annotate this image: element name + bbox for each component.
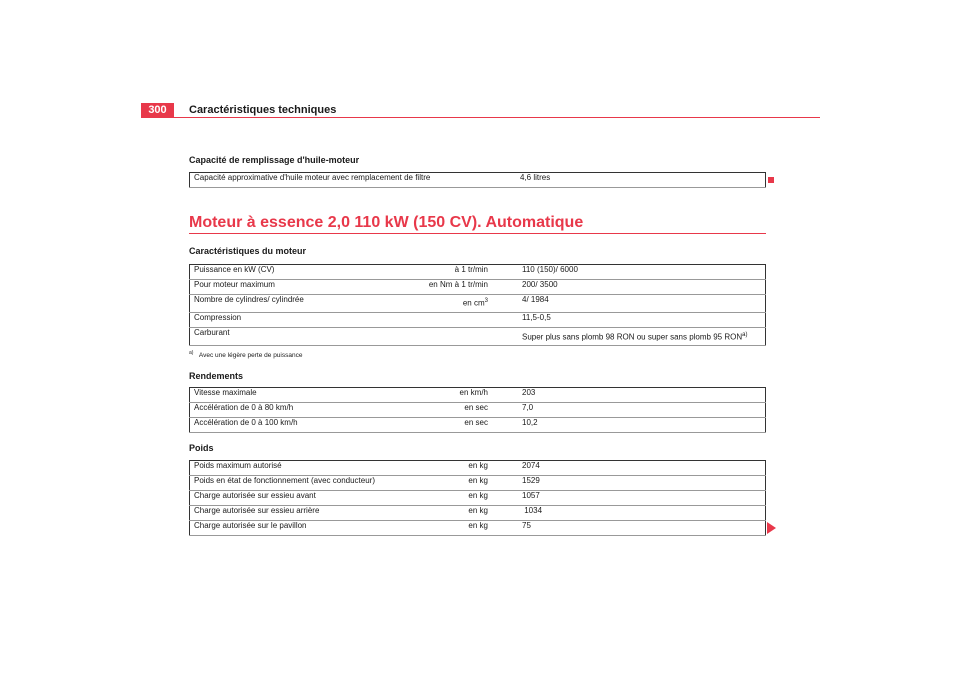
table-row bbox=[190, 403, 766, 418]
header-divider bbox=[141, 117, 820, 118]
row-value: 110 (150)/ 6000 bbox=[492, 265, 766, 280]
performance-table bbox=[189, 387, 766, 433]
row-value: 1057 bbox=[492, 491, 766, 506]
unit-text: en cm bbox=[462, 298, 485, 308]
table-row bbox=[190, 418, 766, 433]
row-label: Compression bbox=[190, 313, 409, 328]
row-unit: en kg bbox=[408, 461, 492, 476]
engine-specs-heading: Caractéristiques du moteur bbox=[189, 246, 307, 256]
table-row bbox=[190, 491, 766, 506]
row-label: Poids en état de fonctionnement (avec conducteur) bbox=[190, 476, 409, 491]
row-value: 1034 bbox=[492, 506, 766, 521]
table-row bbox=[190, 521, 766, 536]
row-value: 2074 bbox=[492, 461, 766, 476]
engine-specs-table bbox=[189, 264, 766, 346]
row-value: 4,6 litres bbox=[480, 173, 766, 188]
footnote-text: Avec une légère perte de puissance bbox=[198, 352, 303, 360]
table-row bbox=[190, 295, 766, 313]
table-row bbox=[190, 328, 766, 346]
row-label: Charge autorisée sur essieu arrière bbox=[190, 506, 409, 521]
row-value bbox=[492, 328, 766, 346]
table-row bbox=[190, 280, 766, 295]
row-unit bbox=[408, 295, 492, 313]
row-unit: en kg bbox=[408, 476, 492, 491]
row-label: Accélération de 0 à 80 km/h bbox=[190, 403, 409, 418]
oil-capacity-heading: Capacité de remplissage d'huile-moteur bbox=[189, 155, 360, 165]
row-value: 203 bbox=[492, 388, 766, 403]
table-row bbox=[190, 461, 766, 476]
row-unit: en kg bbox=[408, 491, 492, 506]
table-row bbox=[190, 388, 766, 403]
row-unit bbox=[408, 313, 492, 328]
oil-capacity-table bbox=[189, 172, 766, 188]
row-label: Carburant bbox=[190, 328, 409, 346]
row-unit: en kg bbox=[408, 506, 492, 521]
row-label: Capacité approximative d'huile moteur avec remplacement de filtre bbox=[190, 173, 481, 188]
row-unit: en Nm à 1 tr/min bbox=[408, 280, 492, 295]
value-text: Super plus sans plomb 98 RON ou super sans plomb 95 RON bbox=[522, 332, 743, 342]
square-end-marker-icon bbox=[768, 177, 774, 183]
footnote-ref: a) bbox=[742, 332, 748, 338]
row-value: 75 bbox=[492, 521, 766, 536]
row-value: 1529 bbox=[492, 476, 766, 491]
table-row bbox=[190, 265, 766, 280]
row-label: Accélération de 0 à 100 km/h bbox=[190, 418, 409, 433]
table-row bbox=[190, 313, 766, 328]
triangle-right-continue-icon bbox=[767, 522, 776, 534]
row-label: Pour moteur maximum bbox=[190, 280, 409, 295]
row-value: 200/ 3500 bbox=[492, 280, 766, 295]
unit-superscript: 3 bbox=[484, 298, 488, 304]
weights-table bbox=[189, 460, 766, 536]
row-unit: à 1 tr/min bbox=[408, 265, 492, 280]
row-unit: en sec bbox=[408, 418, 492, 433]
page-number: 300 bbox=[141, 103, 174, 118]
row-label: Poids maximum autorisé bbox=[190, 461, 409, 476]
row-unit bbox=[408, 328, 492, 346]
row-unit: en sec bbox=[408, 403, 492, 418]
section-divider bbox=[189, 233, 766, 234]
weights-heading: Poids bbox=[189, 443, 214, 453]
table-row bbox=[190, 173, 766, 188]
row-value: 4/ 1984 bbox=[492, 295, 766, 313]
row-label: Vitesse maximale bbox=[190, 388, 409, 403]
running-title: Caractéristiques techniques bbox=[189, 104, 337, 116]
performance-heading: Rendements bbox=[189, 371, 244, 381]
row-label: Nombre de cylindres/ cylindrée bbox=[190, 295, 409, 313]
section-title: Moteur à essence 2,0 110 kW (150 CV). Automatique bbox=[189, 214, 584, 231]
row-label: Charge autorisée sur le pavillon bbox=[190, 521, 409, 536]
row-label: Charge autorisée sur essieu avant bbox=[190, 491, 409, 506]
footnote bbox=[189, 350, 302, 359]
footnote-mark: a) bbox=[189, 350, 194, 356]
table-row bbox=[190, 476, 766, 491]
row-value: 11,5-0,5 bbox=[492, 313, 766, 328]
row-unit: en kg bbox=[408, 521, 492, 536]
row-value: 10,2 bbox=[492, 418, 766, 433]
table-row bbox=[190, 506, 766, 521]
row-value: 7,0 bbox=[492, 403, 766, 418]
row-unit: en km/h bbox=[408, 388, 492, 403]
row-label: Puissance en kW (CV) bbox=[190, 265, 409, 280]
